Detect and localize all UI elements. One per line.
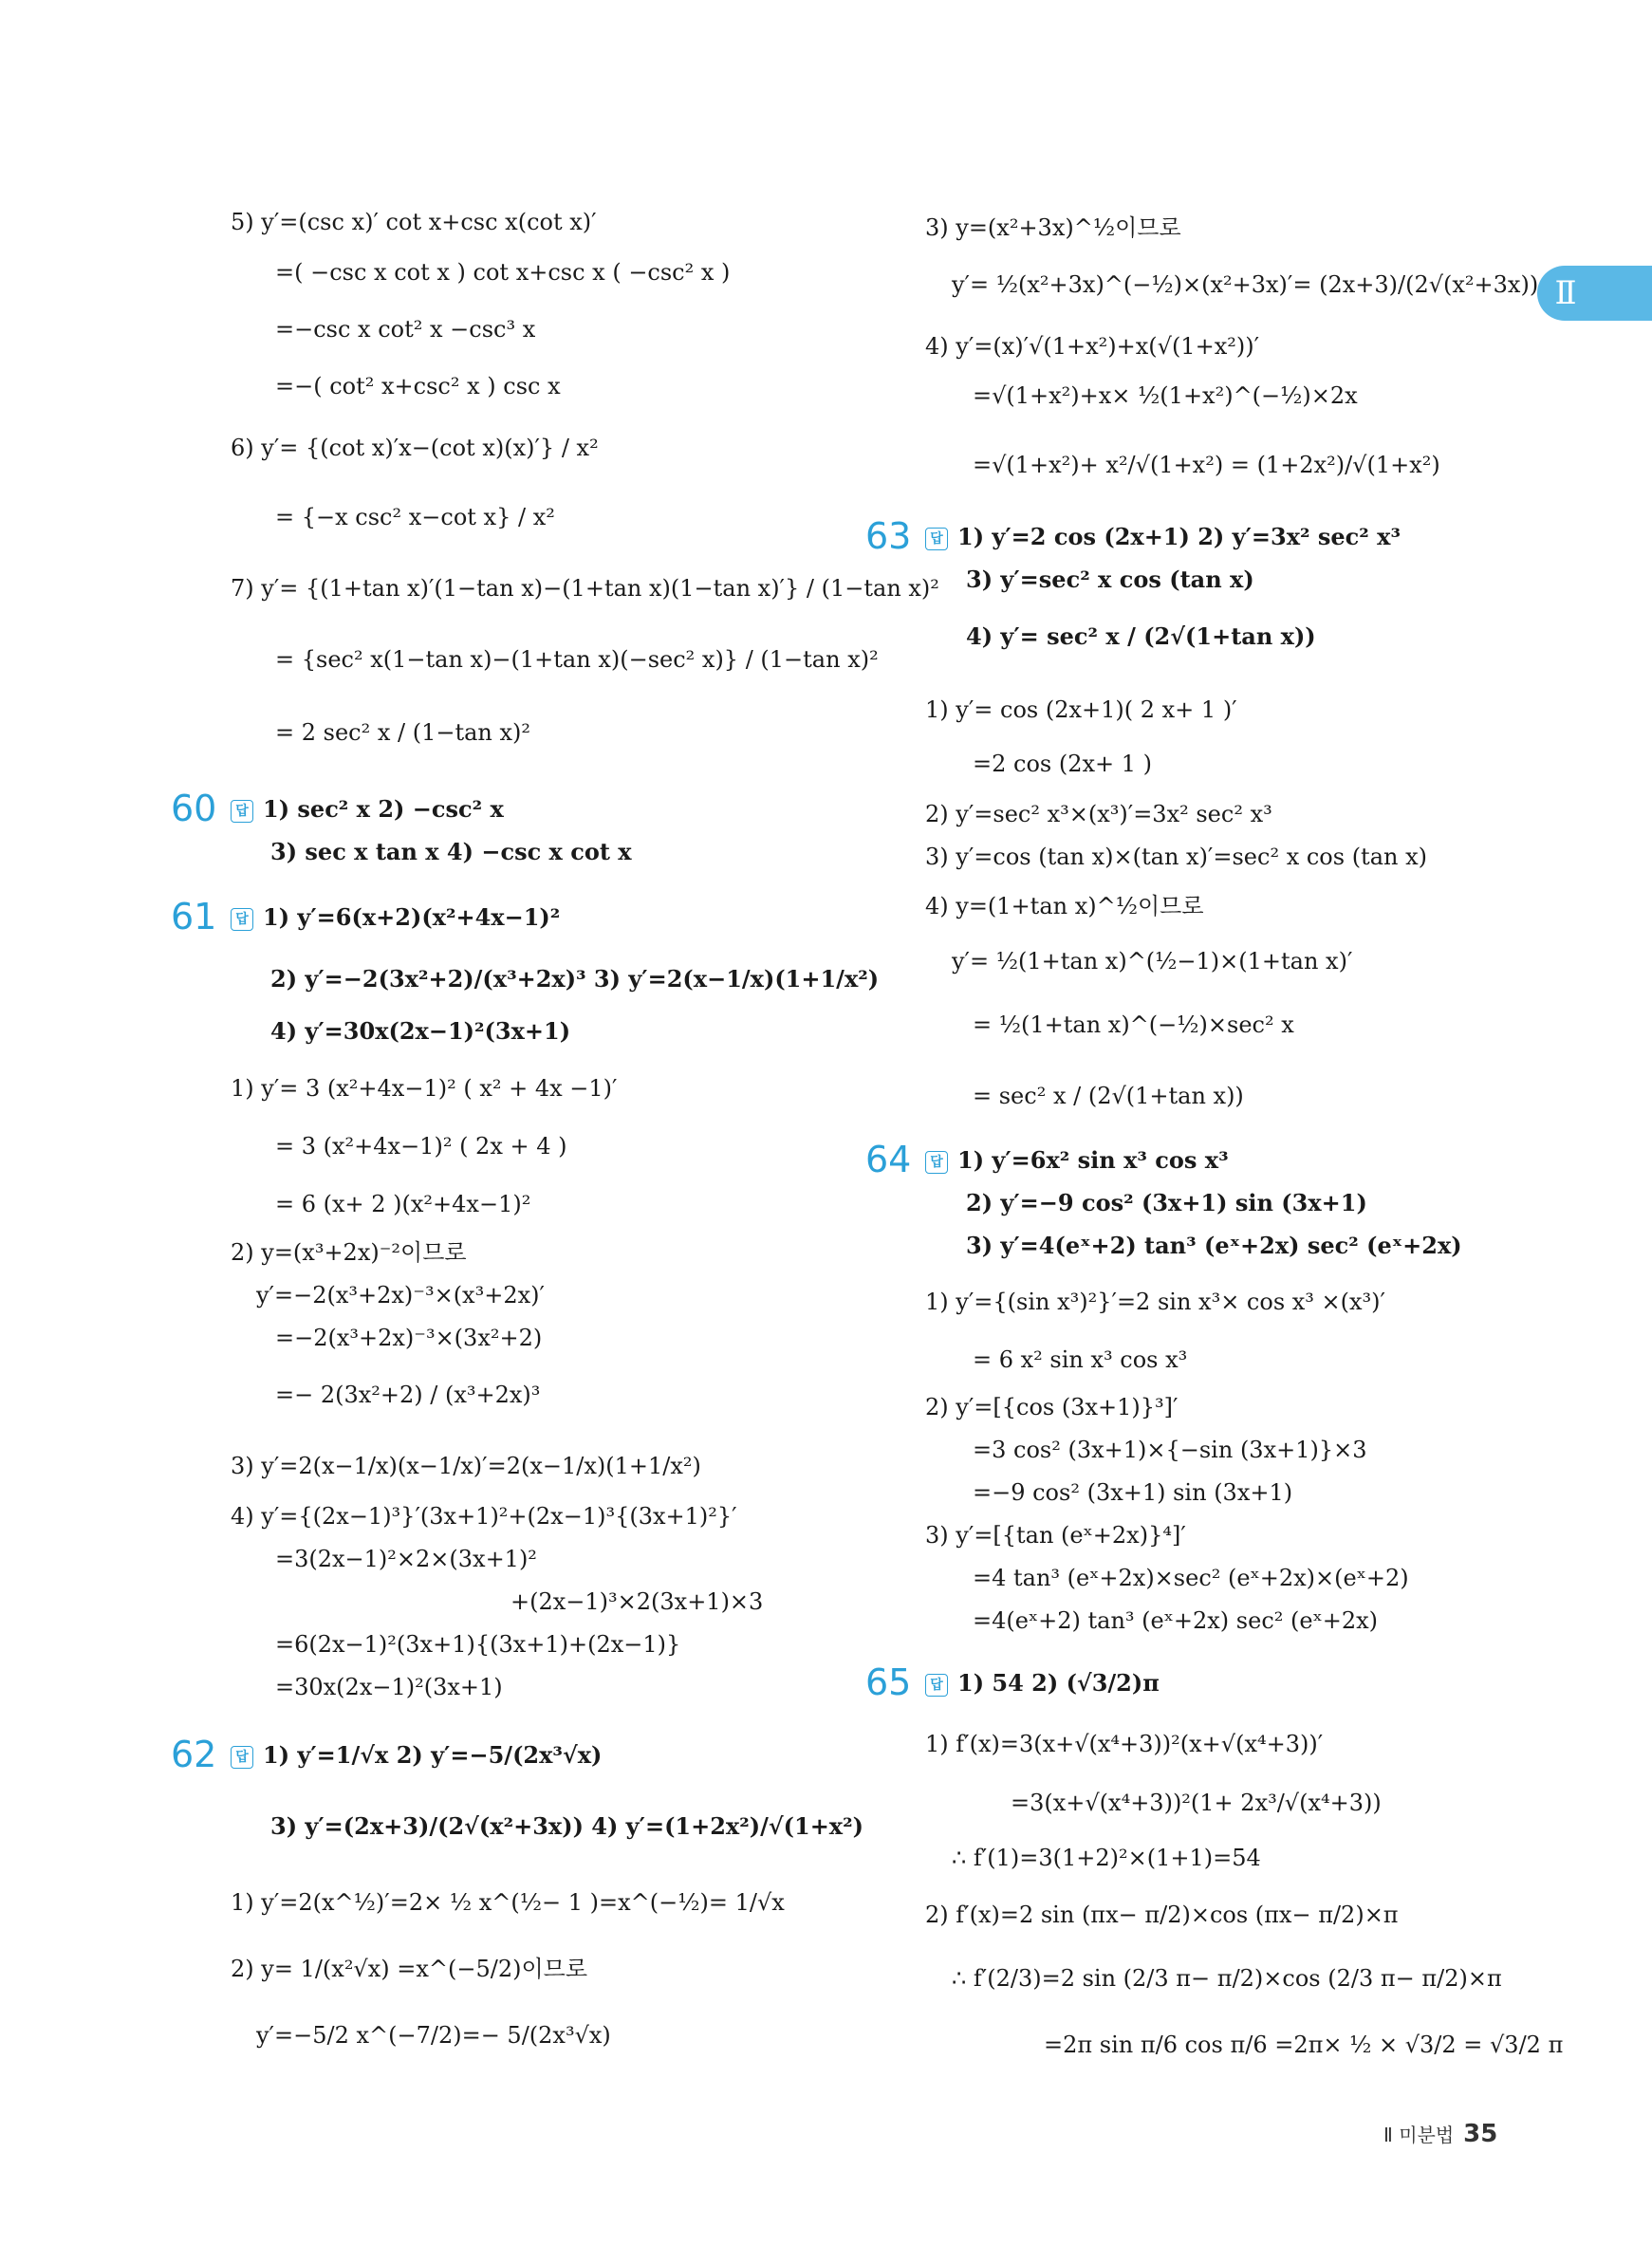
answer-badge: 답 [925,528,948,550]
sol-line: 2) f′(x)=2 sin (πx− π/2)×cos (πx− π/2)×π [925,1902,1399,1928]
answer-line: 3) sec x tan x 4) −csc x cot x [270,838,632,865]
sol-line: 5) y′=(csc x)′ cot x+csc x(cot x)′ [231,209,597,235]
sol-line: =−9 cos² (3x+1) sin (3x+1) [973,1479,1293,1506]
sol-line: =4 tan³ (eˣ+2x)×sec² (eˣ+2x)×(eˣ+2) [973,1565,1409,1591]
sol-line: 1) f′(x)=3(x+√(x⁴+3))²(x+√(x⁴+3))′ [925,1731,1324,1757]
sol-line: 1) y′= 3 (x²+4x−1)² ( x² + 4x −1)′ [231,1075,618,1102]
answer-line: 4) y′=30x(2x−1)²(3x+1) [270,1017,571,1045]
answer-badge: 답 [231,800,253,823]
sol-line: 3) y=(x²+3x)^½이므로 [925,214,1181,241]
sol-line: =√(1+x²)+ x²/√(1+x²) = (1+2x²)/√(1+x²) [973,452,1440,478]
sol-line: 2) y=(x³+2x)⁻²이므로 [231,1239,467,1266]
sol-line: 2) y′=[{cos (3x+1)}³]′ [925,1394,1179,1420]
sol-line: =30x(2x−1)²(3x+1) [275,1674,503,1700]
answer-badge: 답 [925,1674,948,1697]
sol-line: =−csc x cot² x −csc³ x [275,316,536,343]
sol-line: 4) y′={(2x−1)³}′(3x+1)²+(2x−1)³{(3x+1)²}′ [231,1503,737,1530]
answer-line: 3) y′=sec² x cos (tan x) [966,566,1254,593]
sol-line: =6(2x−1)²(3x+1){(3x+1)+(2x−1)} [275,1631,681,1658]
sol-line: y′= ½(x²+3x)^(−½)×(x²+3x)′= (2x+3)/(2√(x²+3x)) [952,271,1539,298]
sol-line: =3 cos² (3x+1)×{−sin (3x+1)}×3 [973,1437,1367,1463]
sol-line: =√(1+x²)+x× ½(1+x²)^(−½)×2x [973,382,1358,409]
answer-line: 답 1) y′=1/√x 2) y′=−5/(2x³√x) [231,1741,602,1770]
sol-line: =−( cot² x+csc² x ) csc x [275,373,561,399]
sol-line: =4(eˣ+2) tan³ (eˣ+2x) sec² (eˣ+2x) [973,1607,1379,1634]
sol-line: +(2x−1)³×2(3x+1)×3 [510,1588,764,1615]
answer-line: 3) y′=4(eˣ+2) tan³ (eˣ+2x) sec² (eˣ+2x) [966,1232,1462,1259]
footer-section: Ⅱ 미분법 [1383,2124,1455,2146]
problem-number: 61 [171,896,217,937]
page-number: 35 [1463,2120,1498,2148]
sol-line: = 6 x² sin x³ cos x³ [973,1346,1188,1373]
sol-line: 4) y=(1+tan x)^½이므로 [925,893,1204,919]
answer-badge: 답 [231,908,253,931]
answer-line: 답 1) sec² x 2) −csc² x [231,795,504,824]
sol-line: 3) y′=cos (tan x)×(tan x)′=sec² x cos (tan x) [925,844,1427,870]
sol-line: =3(x+√(x⁴+3))²(1+ 2x³/√(x⁴+3)) [1011,1790,1382,1816]
sol-line: = {−x csc² x−cot x} / x² [275,504,555,530]
sol-line: = ½(1+tan x)^(−½)×sec² x [973,1011,1294,1038]
sol-line: 1) y′=2(x^½)′=2× ½ x^(½− 1 )=x^(−½)= 1/√x [231,1889,785,1916]
answer-line: 답 1) y′=6(x+2)(x²+4x−1)² [231,903,560,932]
sol-line: 3) y′=2(x−1/x)(x−1/x)′=2(x−1/x)(1+1/x²) [231,1453,701,1479]
sol-line: y′=−2(x³+2x)⁻³×(x³+2x)′ [256,1282,545,1308]
answer-badge: 답 [231,1746,253,1769]
page-footer [1383,2120,1497,2148]
sol-line: 1) y′= cos (2x+1)( 2 x+ 1 )′ [925,696,1237,723]
answer-line: 4) y′= sec² x / (2√(1+tan x)) [966,622,1316,650]
sol-line: 3) y′=[{tan (eˣ+2x)}⁴]′ [925,1522,1186,1549]
sol-line: y′= ½(1+tan x)^(½−1)×(1+tan x)′ [952,948,1353,974]
answer-line: 답 1) y′=6x² sin x³ cos x³ [925,1146,1229,1175]
sol-line: 2) y′=sec² x³×(x³)′=3x² sec² x³ [925,801,1272,827]
answer-line: 3) y′=(2x+3)/(2√(x²+3x)) 4) y′=(1+2x²)/√(1+x²) [270,1812,863,1840]
sol-line: y′=−5/2 x^(−7/2)=− 5/(2x³√x) [256,2022,611,2049]
chapter-tab: Ⅱ [1537,266,1652,321]
sol-line: =2π sin π/6 cos π/6 =2π× ½ × √3/2 = √3/2 π [1044,2032,1564,2058]
sol-line: =− 2(3x²+2) / (x³+2x)³ [275,1382,541,1408]
answer-line: 답 1) 54 2) (√3/2)π [925,1669,1160,1698]
sol-line: 1) y′={(sin x³)²}′=2 sin x³× cos x³ ×(x³)′ [925,1289,1385,1315]
answer-line: 답 1) y′=2 cos (2x+1) 2) y′=3x² sec² x³ [925,523,1401,551]
answer-line: 2) y′=−2(3x²+2)/(x³+2x)³ 3) y′=2(x−1/x)(1+1/x²) [270,965,880,993]
sol-line: = 6 (x+ 2 )(x²+4x−1)² [275,1191,531,1217]
sol-line: =2 cos (2x+ 1 ) [973,751,1153,777]
sol-line: ∴ f′(1)=3(1+2)²×(1+1)=54 [952,1845,1261,1871]
sol-line: 6) y′= {(cot x)′x−(cot x)(x)′} / x² [231,435,599,461]
problem-number: 64 [865,1139,912,1180]
sol-line: 2) y= 1/(x²√x) =x^(−5/2)이므로 [231,1956,588,1982]
sol-line: =3(2x−1)²×2×(3x+1)² [275,1546,537,1572]
problem-number: 60 [171,788,217,829]
sol-line: 4) y′=(x)′√(1+x²)+x(√(1+x²))′ [925,333,1260,360]
sol-line: = sec² x / (2√(1+tan x)) [973,1083,1244,1109]
sol-line: = {sec² x(1−tan x)−(1+tan x)(−sec² x)} / (1−tan x)² [275,646,879,673]
sol-line: =( −csc x cot x ) cot x+csc x ( −csc² x ) [275,259,731,286]
sol-line: = 2 sec² x / (1−tan x)² [275,719,531,746]
answer-badge: 답 [925,1151,948,1174]
problem-number: 65 [865,1661,912,1703]
answer-line: 2) y′=−9 cos² (3x+1) sin (3x+1) [966,1189,1367,1216]
sol-line: = 3 (x²+4x−1)² ( 2x + 4 ) [275,1133,567,1160]
problem-number: 62 [171,1734,217,1775]
problem-number: 63 [865,515,912,557]
sol-line: ∴ f′(2/3)=2 sin (2/3 π− π/2)×cos (2/3 π− π/2)×π [952,1965,1502,1992]
sol-line: 7) y′= {(1+tan x)′(1−tan x)−(1+tan x)(1−tan x)′} / (1−tan x)² [231,575,939,602]
sol-line: =−2(x³+2x)⁻³×(3x²+2) [275,1325,543,1351]
